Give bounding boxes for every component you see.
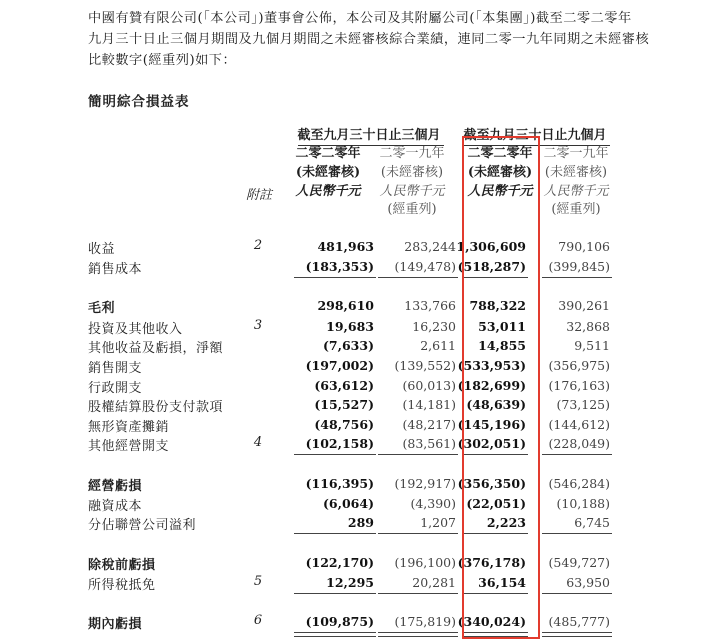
column-year: 二零一九年 [543, 146, 609, 161]
row-label: 無形資產攤銷 [88, 420, 170, 435]
row-value: (22,051) [466, 496, 526, 511]
row-value: (7,633) [323, 338, 374, 353]
row-value: (145,196) [457, 417, 526, 432]
column-unit: 人民幣千元 [295, 184, 361, 199]
row-value: (83,561) [402, 436, 456, 451]
row-label: 除稅前虧損 [88, 558, 156, 573]
period-header-nine-months: 截至九月三十日止九個月 [463, 128, 607, 143]
row-value: (356,350) [457, 476, 526, 491]
row-value: (302,051) [457, 436, 526, 451]
row-value: (73,125) [556, 397, 610, 412]
row-value: 9,511 [574, 338, 610, 353]
row-value: (197,002) [305, 358, 374, 373]
row-label: 銷售開支 [88, 361, 143, 376]
subtotal-rule [542, 454, 612, 455]
subtotal-rule [542, 277, 612, 278]
row-value: (196,100) [394, 555, 456, 570]
row-value: (228,049) [548, 436, 610, 451]
row-label: 其他收益及虧損，淨額 [88, 341, 224, 356]
row-label: 期內虧損 [88, 617, 143, 632]
row-value: (192,917) [394, 476, 456, 491]
row-value: 14,855 [478, 338, 526, 353]
row-label: 其他經營開支 [88, 439, 170, 454]
column-audit: (未經審核) [295, 165, 361, 180]
row-value: (175,819) [394, 614, 456, 629]
intro-line: 九月三十日止三個月期間及九個月期間之未經審核綜合業績，連同二零一九年同期之未經審核 [88, 32, 650, 47]
row-value: (549,727) [548, 555, 610, 570]
row-value: 390,261 [558, 298, 610, 313]
row-value: (48,639) [466, 397, 526, 412]
column-audit: (未經審核) [544, 165, 608, 180]
row-note: 6 [253, 613, 263, 628]
row-value: 32,868 [566, 319, 610, 334]
row-label: 所得稅抵免 [88, 578, 156, 593]
row-value: (399,845) [548, 259, 610, 274]
column-restated: (經重列) [551, 202, 601, 217]
row-value: (14,181) [402, 397, 456, 412]
row-note: 4 [253, 435, 263, 450]
subtotal-rule [294, 454, 376, 455]
row-value: (546,284) [548, 476, 610, 491]
row-value: (4,390) [410, 496, 456, 511]
row-note: 3 [253, 318, 263, 333]
row-value: 12,295 [326, 575, 374, 590]
total-double-rule [378, 632, 458, 637]
row-value: 283,244 [404, 239, 456, 254]
row-value: 289 [347, 515, 374, 530]
row-value: (149,478) [394, 259, 456, 274]
column-year: 二零一九年 [379, 146, 445, 161]
column-audit: (未經審核) [380, 165, 444, 180]
row-value: (15,527) [314, 397, 374, 412]
row-value: (116,395) [305, 476, 374, 491]
row-label: 股權結算股份支付款項 [88, 400, 224, 415]
column-audit: (未經審核) [467, 165, 533, 180]
row-value: (376,178) [457, 555, 526, 570]
row-value: 1,207 [420, 515, 456, 530]
row-value: (485,777) [548, 614, 610, 629]
row-value: 298,610 [317, 298, 374, 313]
row-value: (122,170) [305, 555, 374, 570]
row-value: (102,158) [305, 436, 374, 451]
row-value: 2,611 [420, 338, 456, 353]
period-header-three-months: 截至九月三十日止三個月 [297, 128, 441, 143]
row-value: (60,013) [402, 378, 456, 393]
row-value: (518,287) [457, 259, 526, 274]
column-restated: (經重列) [387, 202, 437, 217]
row-label: 融資成本 [88, 499, 143, 514]
row-value: (183,353) [305, 259, 374, 274]
row-value: 20,281 [412, 575, 456, 590]
row-value: (109,875) [305, 614, 374, 629]
row-value: 19,683 [326, 319, 374, 334]
subtotal-rule [294, 277, 376, 278]
subtotal-rule [378, 533, 458, 534]
row-label: 經營虧損 [88, 479, 143, 494]
row-value: 788,322 [469, 298, 526, 313]
row-value: 481,963 [317, 239, 374, 254]
row-label: 投資及其他收入 [88, 322, 183, 337]
column-unit: 人民幣千元 [379, 184, 445, 199]
row-value: (176,163) [548, 378, 610, 393]
row-note: 2 [253, 238, 263, 253]
row-value: 63,950 [566, 575, 610, 590]
row-value: 36,154 [478, 575, 526, 590]
intro-paragraph [88, 8, 648, 71]
row-value: (6,064) [323, 496, 374, 511]
row-value: (10,188) [556, 496, 610, 511]
row-value: 790,106 [558, 239, 610, 254]
row-label: 分佔聯營公司溢利 [88, 518, 197, 533]
row-value: (48,756) [314, 417, 374, 432]
row-value: 53,011 [478, 319, 526, 334]
subtotal-rule [542, 533, 612, 534]
row-value: (63,612) [314, 378, 374, 393]
statement-title: 簡明綜合損益表 [88, 94, 190, 110]
row-value: (533,953) [457, 358, 526, 373]
row-value: (139,552) [394, 358, 456, 373]
row-value: 2,223 [486, 515, 526, 530]
row-note: 5 [253, 574, 263, 589]
row-value: 133,766 [404, 298, 456, 313]
column-unit: 人民幣千元 [467, 184, 533, 199]
total-double-rule [294, 632, 376, 637]
row-value: (48,217) [402, 417, 456, 432]
total-double-rule [542, 632, 612, 637]
subtotal-rule [378, 593, 458, 594]
row-value: 16,230 [412, 319, 456, 334]
subtotal-rule [294, 533, 376, 534]
row-value: 1,306,609 [456, 239, 526, 254]
row-value: (356,975) [548, 358, 610, 373]
subtotal-rule [542, 593, 612, 594]
highlight-box [462, 136, 540, 639]
row-label: 銷售成本 [88, 262, 143, 277]
intro-line: 中國有贊有限公司(「本公司」)董事會公佈，本公司及其附屬公司(「本集團」)截至二零二零年 [88, 11, 632, 26]
row-label: 收益 [88, 242, 116, 257]
intro-line: 比較數字(經重列)如下： [88, 53, 237, 68]
row-value: (182,699) [457, 378, 526, 393]
column-year: 二零二零年 [467, 146, 533, 161]
subtotal-rule [378, 277, 458, 278]
note-column-header: 附註 [245, 188, 272, 203]
subtotal-rule [294, 593, 376, 594]
row-label: 行政開支 [88, 381, 143, 396]
row-value: (340,024) [457, 614, 526, 629]
column-year: 二零二零年 [295, 146, 361, 161]
row-value: 6,745 [574, 515, 610, 530]
subtotal-rule [378, 454, 458, 455]
column-unit: 人民幣千元 [543, 184, 609, 199]
row-value: (144,612) [548, 417, 610, 432]
row-label: 毛利 [88, 301, 116, 316]
